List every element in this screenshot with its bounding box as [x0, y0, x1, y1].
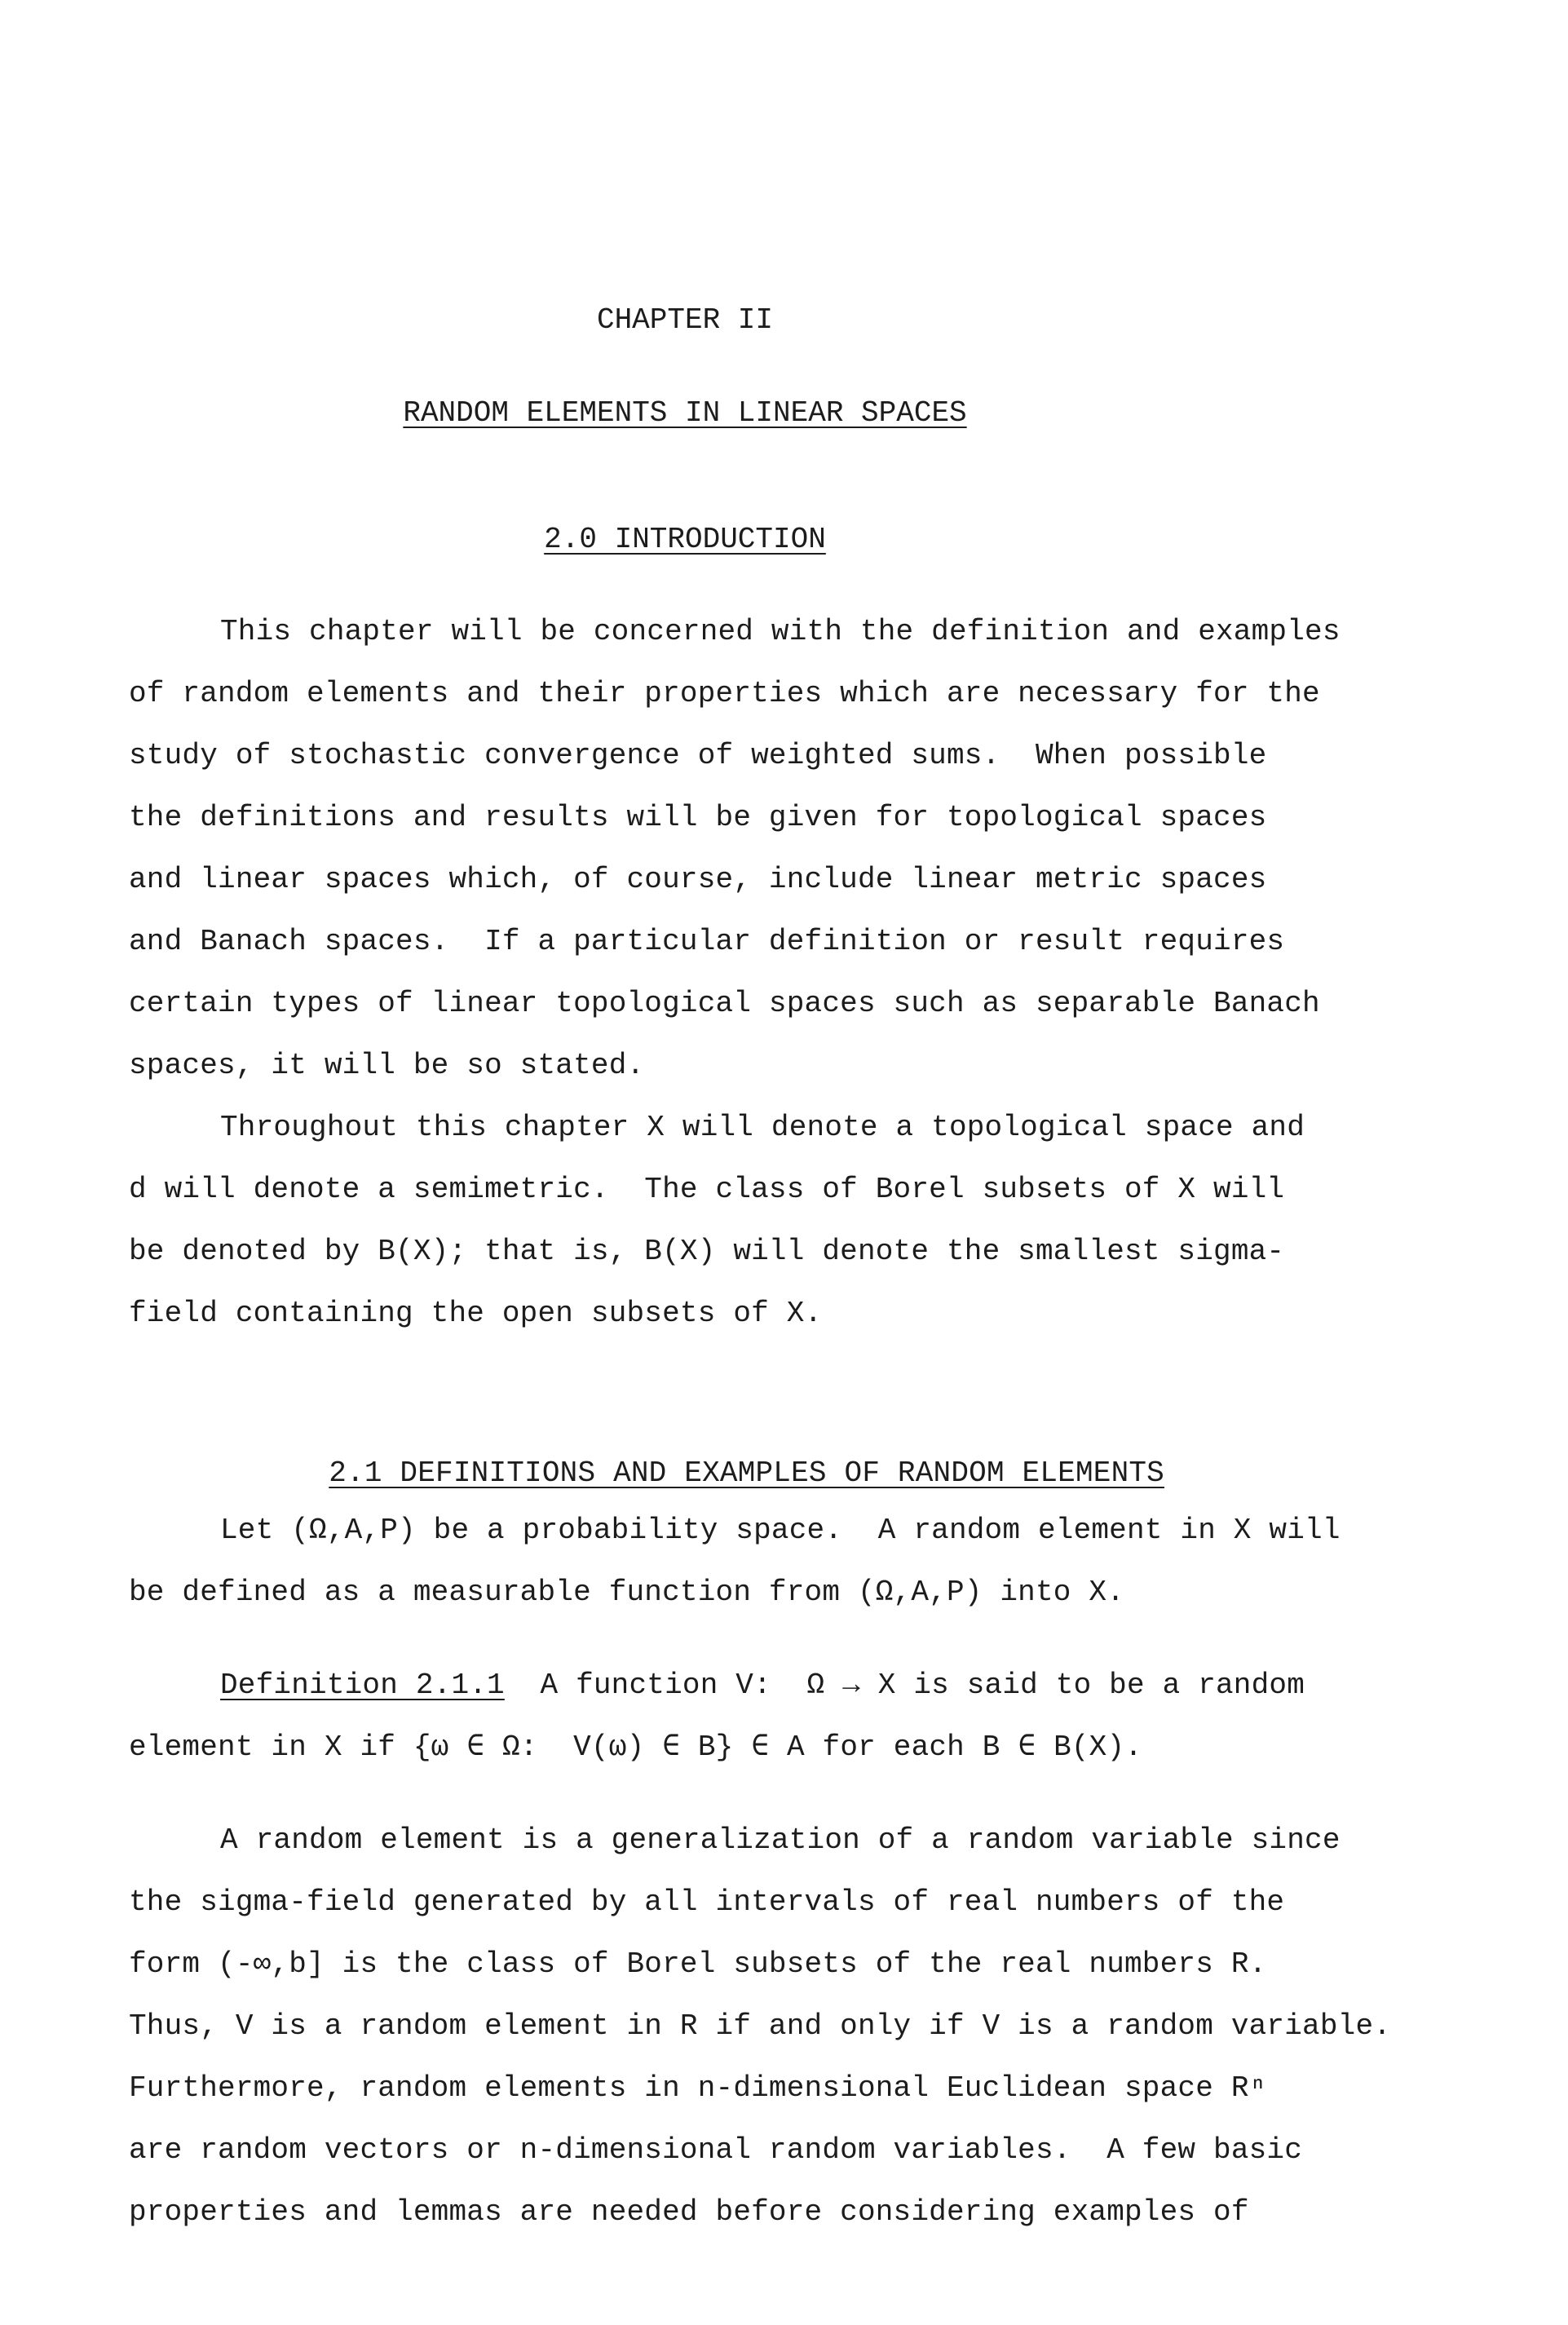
text-line: the definitions and results will be given for topological spaces — [129, 801, 1267, 834]
text-line: and Banach spaces. If a particular definition or result requires — [129, 925, 1285, 958]
text-line: the sigma-field generated by all intervals of real numbers of the — [129, 1885, 1285, 1919]
text-line: certain types of linear topological spaces such as separable Banach — [129, 987, 1320, 1020]
text-line: are random vectors or n-dimensional random variables. A few basic — [129, 2133, 1303, 2167]
text-line: Let (Ω,A,P) be a probability space. A random element in X will — [220, 1514, 1341, 1547]
chapter-title — [0, 396, 1370, 431]
text-line: A random element is a generalization of a random variable since — [220, 1823, 1341, 1857]
text-line: Thus, V is a random element in R if and only if V is a random variable. — [129, 2009, 1392, 2043]
text-line: Furthermore, random elements in n-dimensional Euclidean space Rⁿ — [129, 2071, 1267, 2105]
text-line: properties and lemmas are needed before considering examples of — [129, 2195, 1249, 2229]
text-line: Throughout this chapter X will denote a topological space and — [220, 1111, 1305, 1144]
text-line: form (-∞,b] is the class of Borel subsets of the real numbers R. — [129, 1947, 1267, 1981]
section-heading-introduction-text: 2.0 INTRODUCTION — [544, 523, 826, 556]
text-line: d will denote a semimetric. The class of Borel subsets of X will — [129, 1173, 1285, 1206]
text-line: field containing the open subsets of X. — [129, 1297, 823, 1330]
text-line: of random elements and their properties which are necessary for the — [129, 677, 1320, 710]
text-line: study of stochastic convergence of weighted sums. When possible — [129, 739, 1267, 772]
definition-line: element in X if {ω ∈ Ω: V(ω) ∈ B} ∈ A for each B ∈ B(X). — [129, 1730, 1143, 1764]
text-line: and linear spaces which, of course, include linear metric spaces — [129, 863, 1267, 896]
chapter-title-text: RANDOM ELEMENTS IN LINEAR SPACES — [403, 396, 967, 430]
definition-line — [220, 1668, 1305, 1704]
text-line: This chapter will be concerned with the definition and examples — [220, 615, 1341, 648]
section-heading-definitions-text: 2.1 DEFINITIONS AND EXAMPLES OF RANDOM ELEMENTS — [329, 1456, 1164, 1490]
chapter-number: CHAPTER II — [596, 303, 774, 337]
section-heading-definitions — [258, 1420, 1164, 1527]
text-line: be defined as a measurable function from (Ω,A,P) into X. — [129, 1576, 1124, 1609]
definition-label: Definition 2.1.1 — [220, 1669, 505, 1702]
section-heading-introduction — [0, 522, 1370, 558]
text-line: spaces, it will be so stated. — [129, 1049, 645, 1082]
text-line: be denoted by B(X); that is, B(X) will denote the smallest sigma- — [129, 1235, 1285, 1268]
definition-text: A function V: Ω → X is said to be a random — [504, 1669, 1305, 1702]
